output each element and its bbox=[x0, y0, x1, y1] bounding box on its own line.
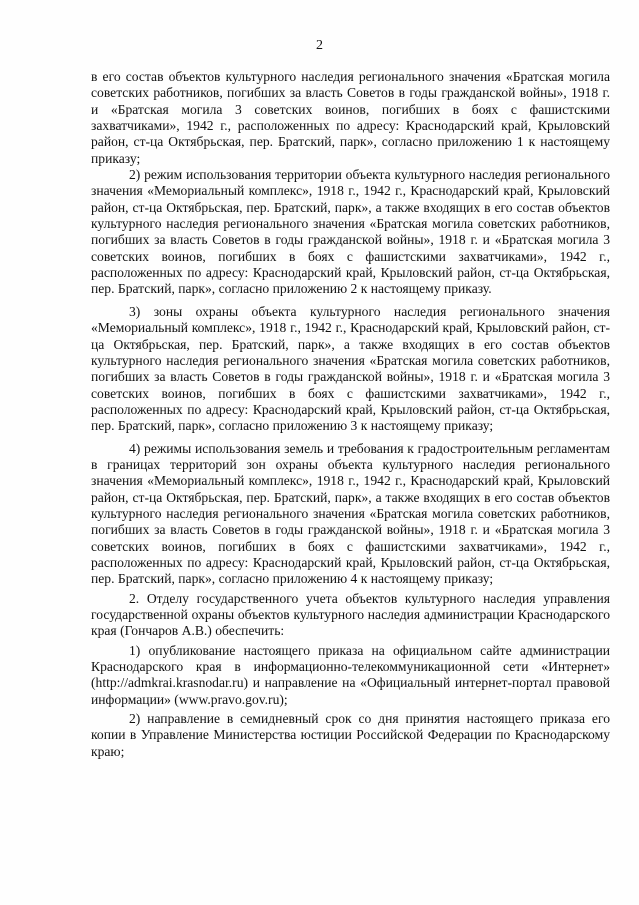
paragraph-item-3-zones: 3) зоны охраны объекта культурного наследия регионального значения «Мемориальный комплекс», 1918 г., 1942 г., Краснодарский край, Крыловский район, ст-ца Октябрьская, пер. Братский, парк», а также входящих в его состав объектов культурного наследия регионального значения «Братская могила советских работников, погибших за власть Советов в годы гражданской войны», 1918 г. и «Братская могила 3 советских воинов, погибших в боях с фашистскими захватчиками», 1942 г., расположенных по адресу: Краснодарский край, Крыловский район, ст-ца Октябрьская, пер. Братский, парк», согласно приложению 3 к настоящему приказу; bbox=[91, 303, 610, 434]
page-number: 2 bbox=[316, 38, 323, 53]
paragraph-section-2: 2. Отделу государственного учета объектов культурного наследия управления государственной охраны объектов культурного наследия администрации Краснодарского края (Гончаров А.В.) обеспечить: bbox=[91, 590, 610, 639]
paragraph-1-continuation: в его состав объектов культурного наследия регионального значения «Братская могила советских работников, погибших за власть Советов в годы гражданской войны», 1918 г. и «Братская могила 3 советских воинов, погибших в боях с фашистскими захватчиками», 1942 г., расположенных по адресу: Краснодарский край, Крыловский район, ст-ца Октябрьская, пер. Братский, парк», согласно приложению 1 к настоящему приказу; bbox=[91, 69, 610, 166]
paragraph-section-2-item-2: 2) направление в семидневный срок со дня принятия настоящего приказа его копии в Управление Министерства юстиции Российской Федерации по Краснодарскому краю; bbox=[91, 711, 610, 759]
paragraph-section-2-item-1: 1) опубликование настоящего приказа на официальном сайте администрации Краснодарского края в информационно-телекоммуникационной сети «Интернет» (http://admkrai.krasnodar.ru) и направление на «Официальный интернет-портал правовой информации» (www.pravo.gov.ru); bbox=[91, 642, 610, 707]
paragraph-item-2-regime: 2) режим использования территории объекта культурного наследия регионального значения «Мемориальный комплекс», 1918 г., 1942 г., Краснодарский край, Крыловский район, ст-ца Октябрьская, пер. Братский, парк», а также входящих в его состав объектов культурного наследия регионального значения «Братская могила советских работников, погибших за власть Советов в годы гражданской войны», 1918 г. и «Братская могила 3 советских воинов, погибших в боях с фашистскими захватчиками», 1942 г., расположенных по адресу: Краснодарский край, Крыловский район, ст-ца Октябрьская, пер. Братский, парк», согласно приложению 2 к настоящему приказу. bbox=[91, 167, 610, 297]
paragraph-item-4-land-use: 4) режимы использования земель и требования к градостроительным регламентам в границах территорий зон охраны объекта культурного наследия регионального значения «Мемориальный комплекс», 1918 г., 1942 г., Краснодарский край, Крыловский район, ст-ца Октябрьская, пер. Братский, парк», а также входящих в его состав объектов культурного наследия регионального значения «Братская могила советских работников, погибших за власть Советов в годы гражданской войны», 1918 г. и «Братская могила 3 советских воинов, погибших в боях с фашистскими захватчиками», 1942 г., расположенных по адресу: Краснодарский край, Крыловский район, ст-ца Октябрьская, пер. Братский, парк», согласно приложению 4 к настоящему приказу; bbox=[91, 440, 610, 587]
document-body bbox=[91, 69, 610, 760]
